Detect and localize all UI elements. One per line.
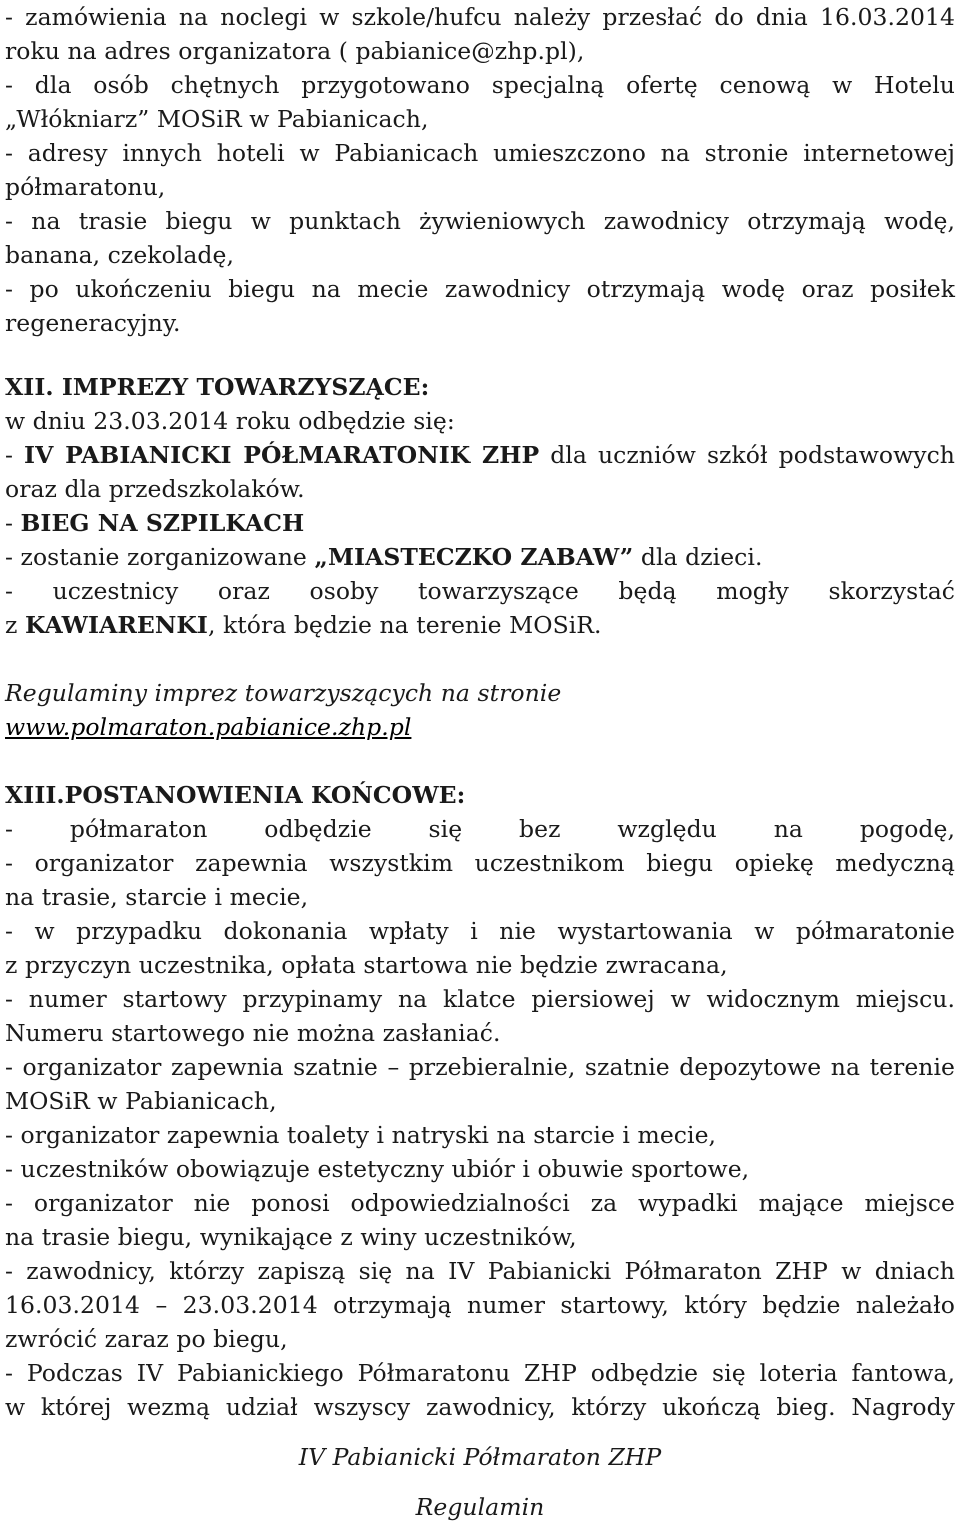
text-line: w której wezmą udział wszyscy zawodnicy, którzy ukończą bieg. Nagrody [5,1393,955,1421]
event-name: BIEG NA SZPILKACH [20,509,305,537]
text-line: - numer startowy przypinamy na klatce piersiowej w widocznym miejscu. [5,985,955,1013]
text-line: - Podczas IV Pabianickiego Półmaratonu ZHP odbędzie się loteria fantowa, [5,1359,955,1387]
text-fragment: - [5,441,25,469]
text-line: - na trasie biegu w punktach żywieniowych zawodnicy otrzymają wodę, [5,207,955,235]
text-line: półmaratonu, [5,173,166,201]
text-line: z przyczyn uczestnika, opłata startowa nie będzie zwracana, [5,951,728,979]
text-line: w dniu 23.03.2014 roku odbędzie się: [5,407,455,435]
text-line: MOSiR w Pabianicach, [5,1087,277,1115]
text-line: oraz dla przedszkolaków. [5,475,305,503]
text-line: Numeru startowego nie można zasłaniać. [5,1019,501,1047]
text-line: na trasie biegu, wynikające z winy uczestników, [5,1223,577,1251]
text-line: na trasie, starcie i mecie, [5,883,309,911]
regulations-link-line [5,710,955,744]
text-fragment: z [5,611,25,639]
event-item-bieg-na-szpilkach [5,506,955,540]
text-line: banana, czekoladę, [5,241,234,269]
text-line: - uczestników obowiązuje estetyczny ubiór i obuwie sportowe, [5,1155,750,1183]
text-fragment: dla uczniów szkół podstawowych [539,441,955,469]
text-line: „Włókniarz” MOSiR w Pabianicach, [5,105,429,133]
text-fragment: dla dzieci. [633,543,763,571]
event-item-kawiarenka [5,608,955,642]
text-line: roku na adres organizatora ( pabianice@zhp.pl), [5,37,585,65]
text-line: - organizator zapewnia wszystkim uczestnikom biegu opiekę medyczną [5,849,955,877]
event-item-polmaratonik [5,438,955,472]
text-fragment: , która będzie na terenie MOSiR. [207,611,602,639]
text-line: - w przypadku dokonania wpłaty i nie wystartowania w półmaratonie [5,917,955,945]
text-line: - zamówienia na noclegi w szkole/hufcu należy przesłać do dnia 16.03.2014 [5,3,955,31]
text-line: 16.03.2014 – 23.03.2014 otrzymają numer startowy, który będzie należało [5,1291,955,1319]
text-fragment: - zostanie zorganizowane [5,543,315,571]
section-heading-xiii: XIII.POSTANOWIENIA KOŃCOWE: [5,781,466,809]
text-line: - uczestnicy oraz osoby towarzyszące będą mogły skorzystać [5,577,955,605]
event-item-miasteczko-zabaw [5,540,955,574]
event-name: KAWIARENKI [24,611,208,639]
text-line: - po ukończeniu biegu na mecie zawodnicy otrzymają wodę oraz posiłek [5,275,955,303]
text-line: regeneracyjny. [5,309,181,337]
footer-doc-title: Regulamin [415,1493,545,1521]
event-name: „MIASTECZKO ZABAW” [314,543,634,571]
text-line: - dla osób chętnych przygotowano specjalną ofertę cenową w Hotelu [5,71,955,99]
text-line: - zawodnicy, którzy zapiszą się na IV Pabianicki Półmaraton ZHP w dniach [5,1257,955,1285]
text-line: - adresy innych hoteli w Pabianicach umieszczono na stronie internetowej [5,139,955,167]
text-line: - organizator nie ponosi odpowiedzialności za wypadki mające miejsce [5,1189,955,1217]
text-line: - półmaraton odbędzie się bez względu na pogodę, [5,815,955,843]
website-link[interactable]: www.polmaraton.pabianice.zhp.pl [5,713,412,741]
text-line: zwrócić zaraz po biegu, [5,1325,288,1353]
footer-event-name: IV Pabianicki Półmaraton ZHP [298,1443,662,1471]
event-name: IV PABIANICKI PÓŁMARATONIK ZHP [24,441,540,469]
regulations-note: Regulaminy imprez towarzyszących na stronie [5,679,562,707]
section-heading-xii: XII. IMPREZY TOWARZYSZĄCE: [5,373,430,401]
text-line: - organizator zapewnia szatnie – przebieralnie, szatnie depozytowe na terenie [5,1053,955,1081]
text-fragment: - [5,509,21,537]
text-line: - organizator zapewnia toalety i natryski na starcie i mecie, [5,1121,717,1149]
